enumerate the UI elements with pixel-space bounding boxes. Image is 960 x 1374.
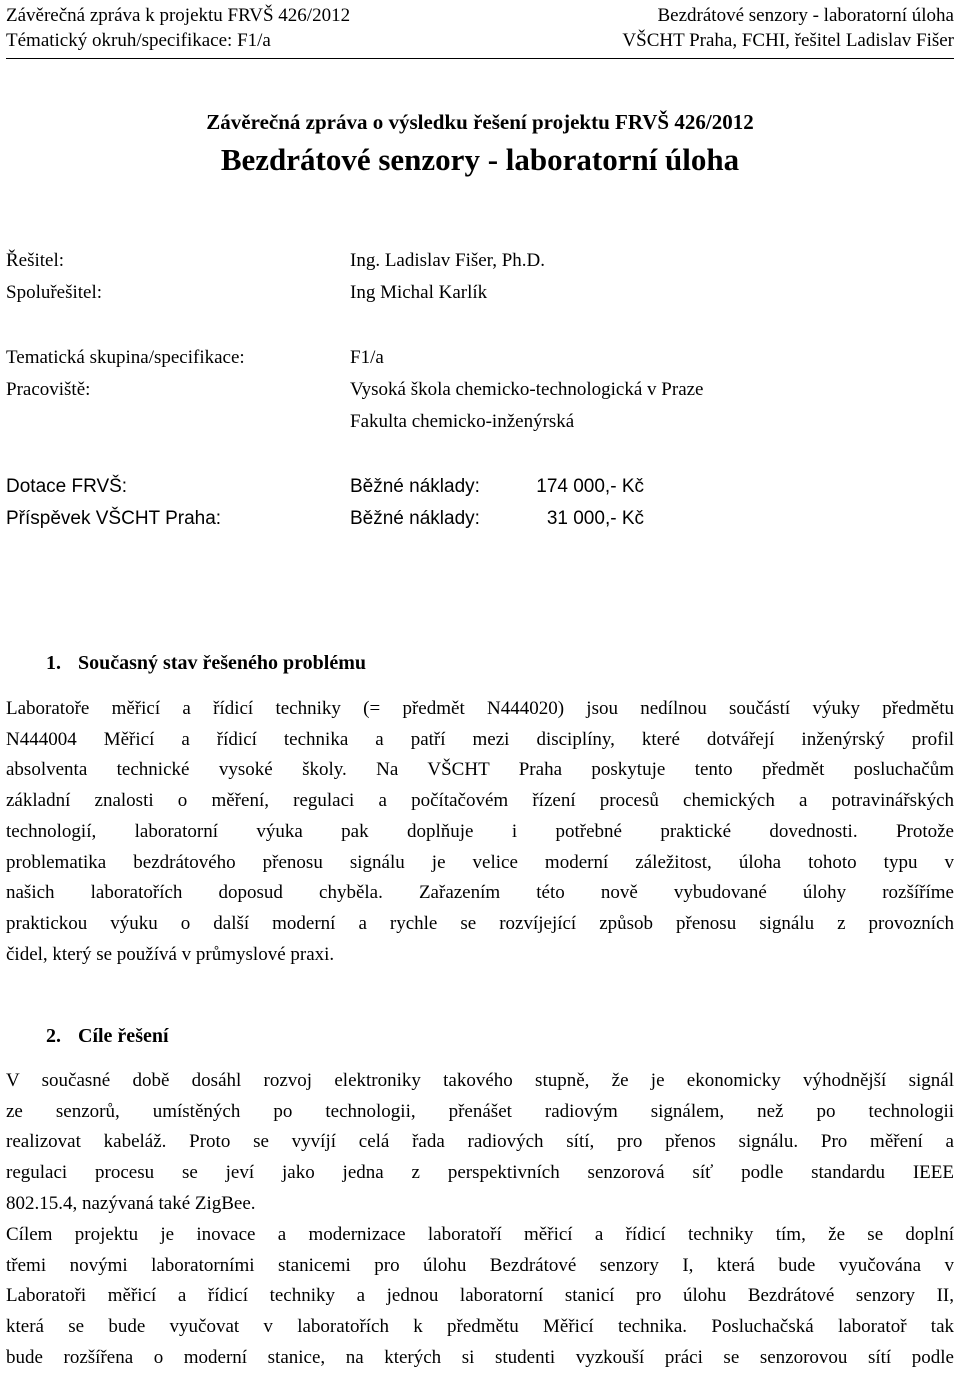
paragraph-line: Cílem projektu je inovace a modernizace laboratoří měřicí a řídicí techniky tím, že se doplní bbox=[6, 1224, 954, 1245]
section2-paragraph-1 bbox=[6, 1066, 954, 1220]
pracoviste-value-faculty: Fakulta chemicko-inženýrská bbox=[350, 411, 575, 432]
paragraph-line: Laboratoři měřicí a řídicí techniky a jednou laboratorní stanicí pro úlohu Bezdrátové senzory II, bbox=[6, 1285, 954, 1307]
header-project-name: Bezdrátové senzory - laboratorní úloha bbox=[657, 5, 954, 26]
header-topic: Tématický okruh/specifikace: F1/a bbox=[6, 30, 271, 51]
paragraph-line: ze senzorů, umístěných po technologii, přenášet radiovým signálem, než po technologii bbox=[6, 1100, 954, 1122]
paragraph-line: problematika bezdrátového přenosu signálu je velice moderní záležitost, úloha tohoto typu v bbox=[6, 851, 954, 873]
paragraph-line: technologií, laboratorní výuka pak doplňuje i potřebné praktické dovednosti. Protože bbox=[6, 820, 954, 842]
dotace-label: Dotace FRVŠ: bbox=[6, 476, 128, 497]
page-header-left bbox=[6, 3, 350, 53]
paragraph-line: bude rozšířena o moderní stanice, na kterých si studenti vyzkouší práci se senzorovou sítí podle bbox=[6, 1346, 954, 1368]
header-report-title: Závěrečná zpráva k projektu FRVŠ 426/2012 bbox=[6, 5, 351, 26]
paragraph-line: N444004 Měřicí a řídicí technika a patří mezi disciplíny, které dotvářejí inženýrský profil bbox=[6, 728, 954, 750]
header-divider bbox=[6, 58, 954, 59]
prispevek-amount: 31 000,- Kč bbox=[546, 508, 644, 529]
paragraph-line: našich laboratořích doposud chyběla. Zařazením této nově vybudované úlohy rozšíříme bbox=[6, 882, 954, 904]
paragraph-line: 802.15.4, nazývaná také ZigBee. bbox=[6, 1192, 256, 1214]
section1-heading: Současný stav řešeného problému bbox=[78, 652, 366, 674]
paragraph-line: realizovat kabeláž. Proto se vyvíjí celá řada radiových sítí, pro přenos signálu. Pro měření a bbox=[6, 1131, 954, 1153]
prispevek-label: Příspěvek VŠCHT Praha: bbox=[6, 508, 222, 529]
paragraph-line: základní znalosti o měření, regulaci a počítačovém řízení procesů chemických a potravinářských bbox=[6, 790, 954, 812]
prispevek-type: Běžné náklady: bbox=[350, 508, 480, 529]
resitel-value: Ing. Ladislav Fišer, Ph.D. bbox=[350, 250, 546, 271]
paragraph-line: Laboratoře měřicí a řídicí techniky (= předmět N444020) jsou nedílnou součástí výuky předmětu bbox=[6, 698, 954, 719]
section1-number: 1. bbox=[46, 652, 61, 674]
document-subtitle: Závěrečná zpráva o výsledku řešení projektu FRVŠ 426/2012 bbox=[206, 110, 754, 134]
document-title: Bezdrátové senzory - laboratorní úloha bbox=[220, 142, 740, 177]
paragraph-line: V současné době dosáhl rozvoj elektroniky takového stupně, že je ekonomicky výhodnější signál bbox=[6, 1070, 954, 1091]
paragraph-line: praktickou výuku o další moderní a rychle se rozvíjející způsob přenosu signálu z provozních bbox=[6, 912, 954, 934]
pracoviste-label: Pracoviště: bbox=[6, 379, 91, 400]
header-institution: VŠCHT Praha, FCHI, řešitel Ladislav Fišer bbox=[622, 30, 954, 51]
spoluresitel-value: Ing Michal Karlík bbox=[350, 282, 488, 303]
dotace-type: Běžné náklady: bbox=[350, 476, 480, 497]
resitel-label: Řešitel: bbox=[6, 250, 65, 271]
section2-paragraph-2 bbox=[6, 1220, 954, 1374]
paragraph-line: která se bude vyučovat v laboratořích k předmětu Měřicí technika. Posluchačská laboratoř tak bbox=[6, 1316, 954, 1338]
section1-paragraph bbox=[6, 694, 954, 970]
section2-number: 2. bbox=[46, 1025, 61, 1047]
pracoviste-value-school: Vysoká škola chemicko-technologická v Praze bbox=[350, 379, 704, 400]
skupina-value: F1/a bbox=[350, 347, 384, 368]
section2-heading: Cíle řešení bbox=[78, 1025, 169, 1047]
paragraph-line: čidel, který se používá v průmyslové praxi. bbox=[6, 943, 335, 965]
skupina-label: Tematická skupina/specifikace: bbox=[6, 347, 245, 368]
paragraph-line: regulaci procesu se jeví jako jedna z perspektivních senzorová síť podle standardu IEEE bbox=[6, 1162, 954, 1184]
spoluresitel-label: Spoluřešitel: bbox=[6, 282, 103, 303]
page-header-right bbox=[622, 3, 954, 53]
paragraph-line: absolventa technické vysoké školy. Na VŠCHT Praha poskytuje tento předmět posluchačům bbox=[6, 759, 954, 781]
paragraph-line: třemi novými laboratorními stanicemi pro úlohu Bezdrátové senzory I, která bude vyučována v bbox=[6, 1254, 954, 1276]
dotace-amount: 174 000,- Kč bbox=[536, 476, 644, 497]
